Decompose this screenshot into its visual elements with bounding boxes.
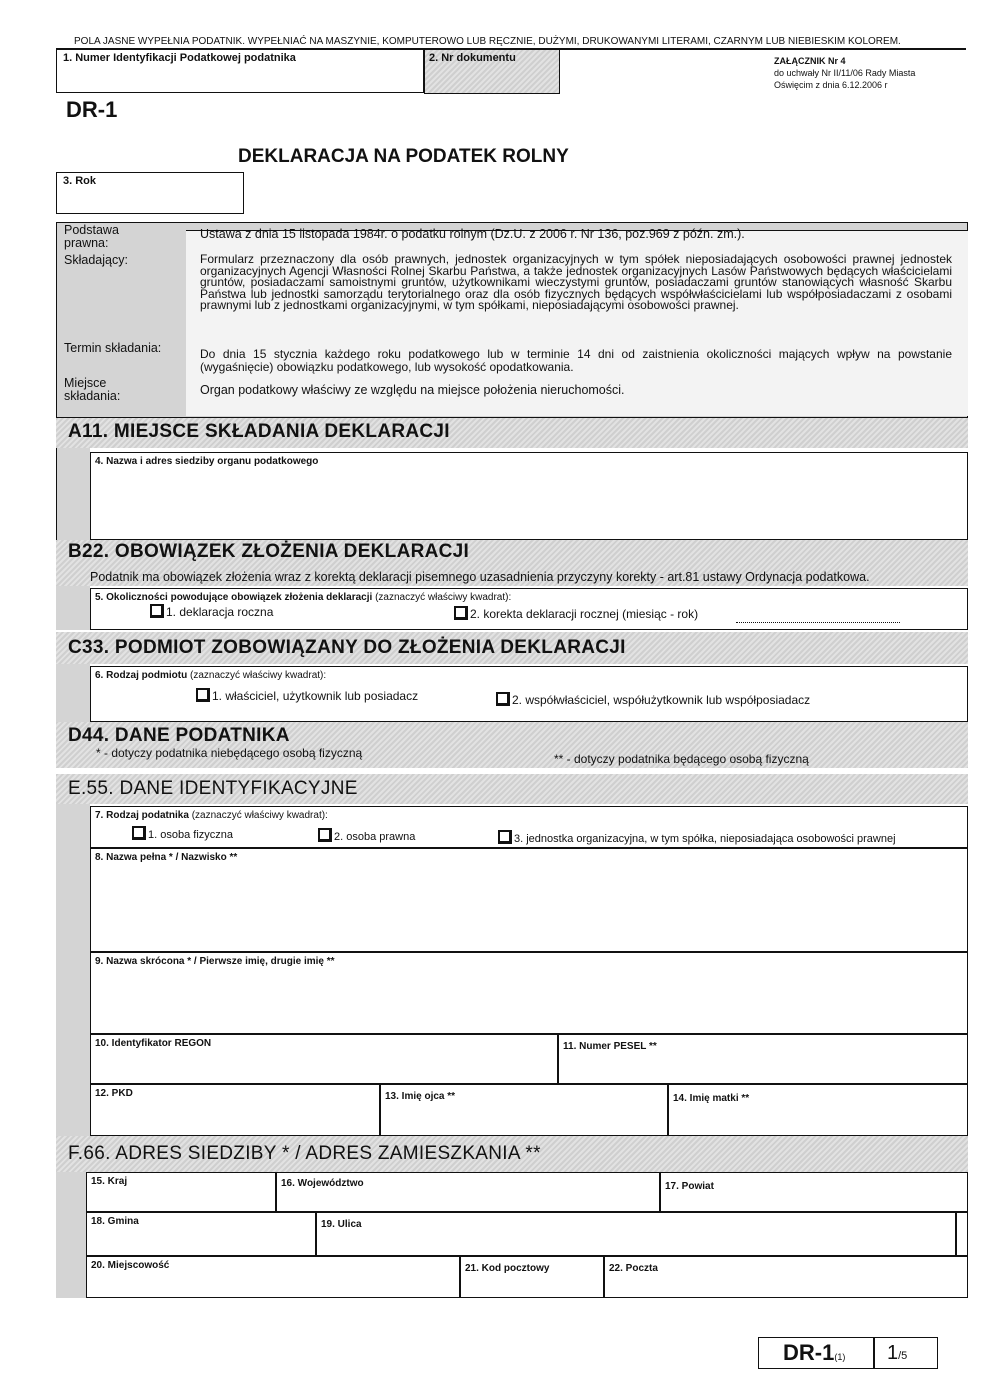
declaration-reason-label: 5. Okoliczności powodujące obowiązek złożenia deklaracji (zaznaczyć właściwy kwadrat): xyxy=(95,592,512,603)
footer-page-box xyxy=(874,1337,938,1369)
section-f-leftbar xyxy=(56,1172,86,1298)
checkbox-icon[interactable] xyxy=(454,606,468,620)
skladajacy-label: Składający: xyxy=(64,253,128,267)
section-d-header xyxy=(56,722,968,768)
document-number-field xyxy=(424,50,560,94)
voivodeship-label: 16. Województwo xyxy=(281,1178,364,1189)
county-field[interactable] xyxy=(660,1172,968,1212)
short-name-field[interactable] xyxy=(90,952,968,1034)
checkbox-icon[interactable] xyxy=(150,604,164,618)
taxpayer-type-label: 7. Rodzaj podatnika (zaznaczyć właściwy kwadrat): xyxy=(95,810,328,821)
option-co-owner[interactable] xyxy=(496,692,810,707)
postal-code-label: 21. Kod pocztowy xyxy=(465,1263,550,1274)
regon-label: 10. Identyfikator REGON xyxy=(95,1038,212,1049)
tax-office-label: 4. Nazwa i adres siedziby organu podatkowego xyxy=(95,456,319,467)
year-label: 3. Rok xyxy=(63,175,97,187)
page-title: DEKLARACJA NA PODATEK ROLNY xyxy=(238,146,569,167)
document-number-label: 2. Nr dokumentu xyxy=(429,52,516,64)
post-office-field[interactable] xyxy=(604,1256,968,1298)
checkbox-icon[interactable] xyxy=(498,830,512,844)
father-name-field[interactable] xyxy=(380,1084,668,1136)
footer-code: DR-1(1) xyxy=(783,1340,846,1365)
option-annual-label: 1. deklaracja roczna xyxy=(166,605,274,619)
regon-field[interactable] xyxy=(90,1034,558,1084)
option-legal-person-label: 2. osoba prawna xyxy=(334,831,416,843)
footer-page: 1/5 xyxy=(887,1342,908,1364)
skladajacy-text: Formularz przeznaczony dla osób prawnych, jednostek organizacyjnych w tym spółek nieposiadających osobowości prawnej jednostek organizacyjnych Agencji Własności Rolnej Skarbu Państwa, a także jednostek organizacyjnych Lasów Państwowych będących właścicielami gruntów, posiadaczami samoistnymi gruntów, użytkownikami wieczystymi gruntów, posiadaczami gruntów stanowiących własność Skarbu Państwa lub jednostki samorządu terytorialnego oraz dla osób fizycznych będących współwłaścicielami lub współposiadaczami z osobami prawnymi lub z jednostkami organizacyjnymi, w tym spółkami, nieposiadającymi osobowości prawnej. xyxy=(200,252,952,313)
option-natural-person[interactable] xyxy=(132,826,233,841)
section-b-title: B22. OBOWIĄZEK ZŁOŻENIA DEKLARACJI xyxy=(68,541,470,562)
top-instruction: POLA JASNE WYPEŁNIA PODATNIK. WYPEŁNIAĆ NA MASZYNIE, KOMPUTEROWO LUB RĘCZNIE, DUŻYMI, DRUKOWANYMI LITERAMI, CZARNYM LUB NIEBIESKIM KOLOREM. xyxy=(74,36,901,47)
attachment-title: ZAŁĄCZNIK Nr 4 xyxy=(774,56,846,66)
option-annual-declaration[interactable] xyxy=(150,604,273,619)
correction-date-line[interactable] xyxy=(736,622,900,623)
checkbox-icon[interactable] xyxy=(132,826,146,840)
section-b-note: Podatnik ma obowiązek złożenia wraz z korektą deklaracji pisemnego uzasadnienia przyczyny korekty - art.81 ustawy Ordynacja podatkowa. xyxy=(90,570,870,584)
miejsce-label: Miejsce składania: xyxy=(64,376,121,403)
option-co-owner-label: 2. współwłaściciel, współużytkownik lub współposiadacz xyxy=(512,693,811,707)
pkd-label: 12. PKD xyxy=(95,1088,133,1099)
full-name-field[interactable] xyxy=(90,848,968,952)
voivodeship-field[interactable] xyxy=(276,1172,660,1212)
attachment-line1: do uchwały Nr II/11/06 Rady Miasta xyxy=(774,68,916,78)
checkbox-icon[interactable] xyxy=(318,828,332,842)
section-f-header: F.66. ADRES SIEDZIBY * / ADRES ZAMIESZKANIA ** xyxy=(56,1136,968,1172)
street-field[interactable] xyxy=(316,1212,956,1256)
year-field[interactable] xyxy=(56,172,244,214)
checkbox-icon[interactable] xyxy=(196,688,210,702)
entity-type-label: 6. Rodzaj podmiotu (zaznaczyć właściwy kwadrat): xyxy=(95,670,327,681)
section-e-header: E.55. DANE IDENTYFIKACYJNE xyxy=(56,774,968,804)
section-d-note1: * - dotyczy podatnika niebędącego osobą fizyczną xyxy=(96,746,363,760)
nip-field[interactable] xyxy=(56,50,424,93)
section-a-leftbar xyxy=(56,448,90,540)
miejsce-text: Organ podatkowy właściwy ze względu na miejsce położenia nieruchomości. xyxy=(200,383,625,397)
father-name-label: 13. Imię ojca ** xyxy=(385,1091,456,1102)
section-b-leftbar xyxy=(56,586,90,630)
street-label: 19. Ulica xyxy=(321,1219,362,1230)
section-d-title: D44. DANE PODATNIKA xyxy=(68,725,290,746)
locality-label: 20. Miejscowość xyxy=(91,1260,170,1271)
mother-name-field[interactable] xyxy=(668,1084,968,1136)
section-e-leftbar xyxy=(56,804,90,1136)
attachment-line2: Oświęcim z dnia 6.12.2006 r xyxy=(774,80,888,90)
street-extra-field[interactable] xyxy=(956,1212,968,1256)
pesel-label: 11. Numer PESEL ** xyxy=(563,1041,657,1052)
tax-office-field[interactable] xyxy=(90,452,968,540)
section-d-note2: ** - dotyczy podatnika będącego osobą fizyczną xyxy=(554,752,809,766)
podstawa-text: Ustawa z dnia 15 listopada 1984r. o podatku rolnym (Dz.U. z 2006 r. Nr 136, poz.969 z późn. zm.). xyxy=(200,227,745,241)
post-office-label: 22. Poczta xyxy=(609,1263,658,1274)
locality-field[interactable] xyxy=(86,1256,460,1298)
mother-name-label: 14. Imię matki ** xyxy=(673,1093,750,1104)
footer-code-box xyxy=(758,1337,874,1369)
option-organizational-unit-label: 3. jednostka organizacyjna, w tym spółka, nieposiadająca osobowości prawnej xyxy=(514,833,896,845)
option-correction-label: 2. korekta deklaracji rocznej (miesiąc - rok) xyxy=(470,607,699,621)
section-a-header: A11. MIEJSCE SKŁADANIA DEKLARACJI xyxy=(56,418,968,448)
option-owner-label: 1. właściciel, użytkownik lub posiadacz xyxy=(212,689,419,703)
option-natural-person-label: 1. osoba fizyczna xyxy=(148,829,233,841)
termin-text: Do dnia 15 stycznia każdego roku podatkowego lub w terminie 14 dni od zaistnienia okoliczności mających wpływ na powstanie (wygaśnięcie) obowiązku podatkowego, lub wysokość opodatkowania. xyxy=(200,347,952,374)
section-c-leftbar xyxy=(56,664,90,722)
nip-label: 1. Numer Identyfikacji Podatkowej podatnika xyxy=(63,52,296,64)
short-name-label: 9. Nazwa skrócona * / Pierwsze imię, drugie imię ** xyxy=(95,956,335,967)
full-name-label: 8. Nazwa pełna * / Nazwisko ** xyxy=(95,852,238,863)
option-correction[interactable] xyxy=(454,606,698,621)
pesel-field[interactable] xyxy=(558,1034,968,1084)
county-label: 17. Powiat xyxy=(665,1181,714,1192)
country-field[interactable] xyxy=(86,1172,276,1212)
option-legal-person[interactable] xyxy=(318,828,415,843)
termin-label: Termin składania: xyxy=(64,341,162,355)
option-organizational-unit[interactable] xyxy=(498,830,896,845)
commune-field[interactable] xyxy=(86,1212,316,1256)
pkd-field[interactable] xyxy=(90,1084,380,1136)
option-owner[interactable] xyxy=(196,688,418,703)
country-label: 15. Kraj xyxy=(91,1176,128,1187)
commune-label: 18. Gmina xyxy=(91,1216,139,1227)
podstawa-label: Podstawa prawna: xyxy=(64,223,119,250)
checkbox-icon[interactable] xyxy=(496,692,510,706)
postal-code-field[interactable] xyxy=(460,1256,604,1298)
form-code: DR-1 xyxy=(66,97,118,122)
section-c-header: C33. PODMIOT ZOBOWIĄZANY DO ZŁOŻENIA DEKLARACJI xyxy=(56,632,968,664)
